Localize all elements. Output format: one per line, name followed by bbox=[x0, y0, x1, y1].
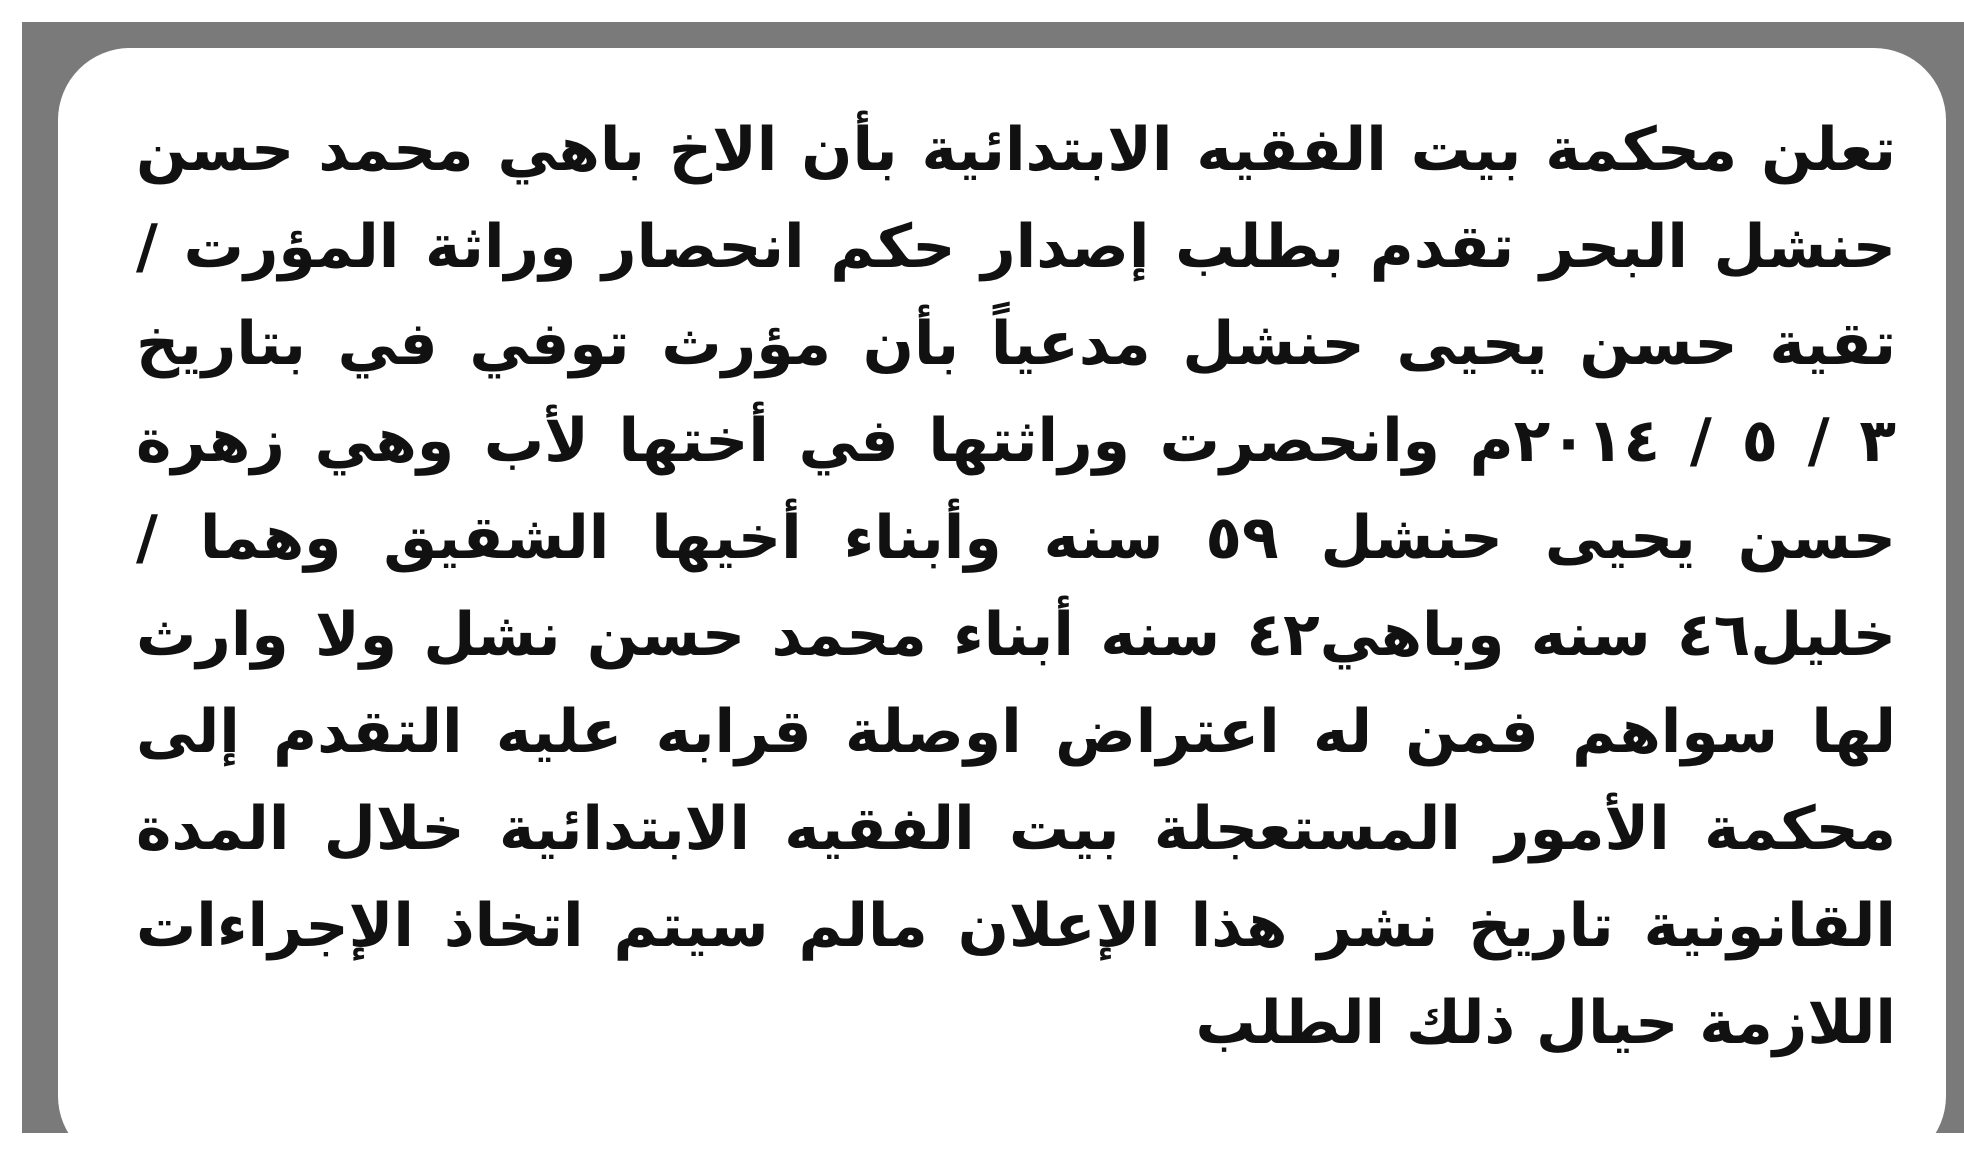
notice-line: خليل٤٦ سنه وباهي٤٢ سنه أبناء محمد حسن نشل ولا وارث bbox=[136, 600, 1897, 670]
notice-line: حسن يحيى حنشل ٥٩ سنه وأبناء أخيها الشقيق وهما / bbox=[136, 503, 1896, 573]
notice-line: محكمة الأمور المستعجلة بيت الفقيه الابتدائية خلال المدة bbox=[136, 794, 1896, 864]
notice-card bbox=[58, 48, 1946, 1168]
notice-line: تعلن محكمة بيت الفقيه الابتدائية بأن الاخ باهي محمد حسن bbox=[136, 115, 1896, 185]
notice-line: ٣ / ٥ / ٢٠١٤م وانحصرت وراثتها في أختها لأب وهي زهرة bbox=[136, 406, 1897, 476]
notice-body bbox=[136, 102, 1896, 1072]
notice-line: القانونية تاريخ نشر هذا الإعلان مالم سيتم اتخاذ الإجراءات bbox=[136, 891, 1896, 961]
notice-line: لها سواهم فمن له اعتراض اوصلة قرابه عليه التقدم إلى bbox=[136, 697, 1896, 767]
notice-line: تقية حسن يحيى حنشل مدعياً بأن مؤرث توفي في بتاريخ bbox=[136, 309, 1896, 379]
notice-line: حنشل البحر تقدم بطلب إصدار حكم انحصار وراثة المؤرت / bbox=[136, 212, 1896, 282]
notice-line: اللازمة حيال ذلك الطلب bbox=[1195, 988, 1896, 1058]
notice-frame bbox=[22, 22, 1964, 1133]
